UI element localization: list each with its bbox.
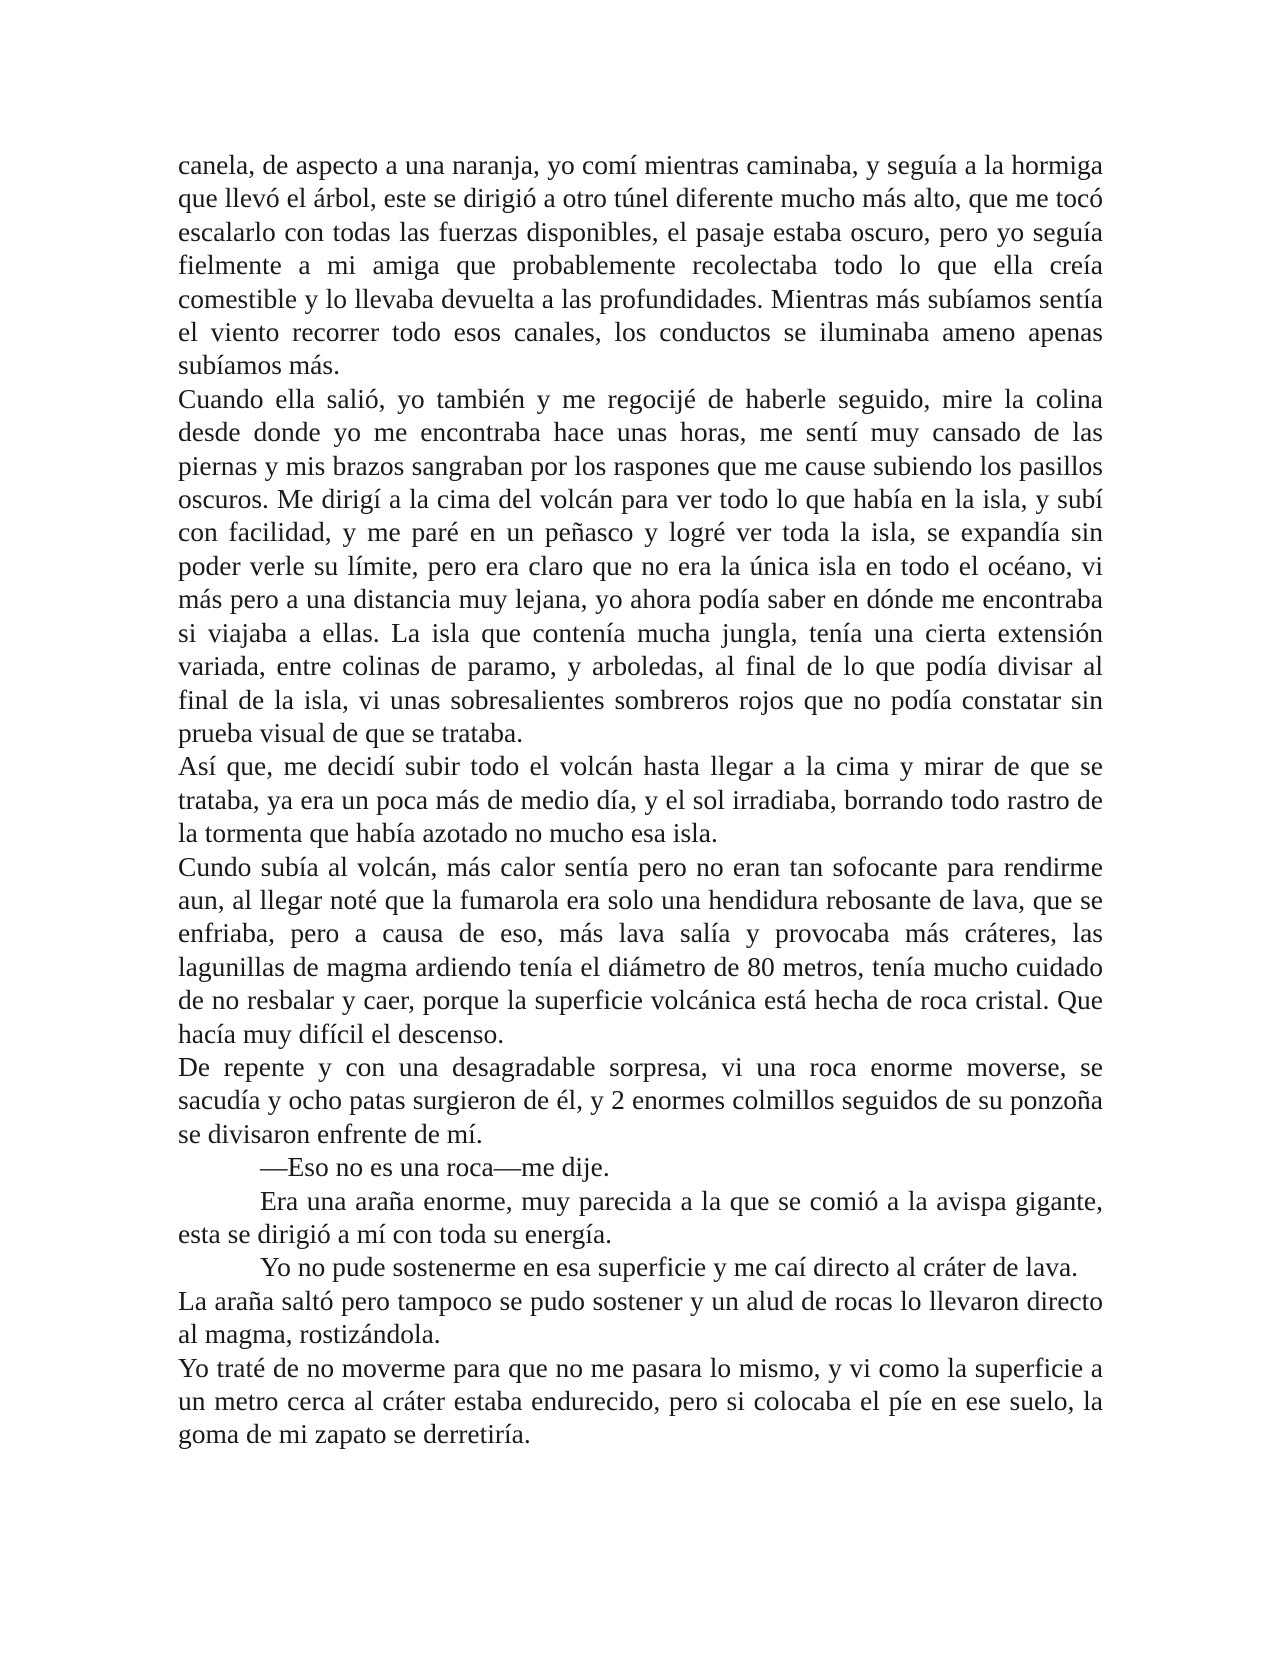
document-page [178,148,1103,1451]
paragraph-2: Cuando ella salió, yo también y me regocijé de haberle seguido, mire la colina desde donde yo me encontraba hace unas horas, me sentí muy cansado de las piernas y mis brazos sangraban por los raspones que me cause subiendo los pasillos oscuros. Me dirigí a la cima del volcán para ver todo lo que había en la isla, y subí con facilidad, y me paré en un peñasco y logré ver toda la isla, se expandía sin poder verle su límite, pero era claro que no era la única isla en todo el océano, vi más pero a una distancia muy lejana, yo ahora podía saber en dónde me encontraba si viajaba a ellas. La isla que contenía mucha jungla, tenía una cierta extensión variada, entre colinas de paramo, y arboledas, al final de lo que podía divisar al final de la isla, vi unas sobresalientes sombreros rojos que no podía constatar sin prueba visual de que se trataba. [178,382,1103,748]
paragraph-8: Yo no pude sostenerme en esa superficie y me caí directo al cráter de lava. [260,1251,1079,1283]
dialogue-line: —Eso no es una roca—me dije. [260,1151,610,1183]
paragraph-10: Yo traté de no moverme para que no me pasara lo mismo, y vi como la superficie a un metro cerca al cráter estaba endurecido, pero si colocaba el píe en ese suelo, la goma de mi zapato se derretiría. [178,1351,1103,1450]
paragraph-1: canela, de aspecto a una naranja, yo comí mientras caminaba, y seguía a la hormiga que llevó el árbol, este se dirigió a otro túnel diferente mucho más alto, que me tocó escalarlo con todas las fuerzas disponibles, el pasaje estaba oscuro, pero yo seguía fielmente a mi amiga que probablemente recolectaba todo lo que ella creía comestible y lo llevaba devuelta a las profundidades. Mientras más subíamos sentía el viento recorrer todo esos canales, los conductos se iluminaba ameno apenas subíamos más. [178,149,1103,381]
paragraph-4: Cundo subía al volcán, más calor sentía pero no eran tan sofocante para rendirme aun, al llegar noté que la fumarola era solo una hendidura rebosante de lava, que se enfriaba, pero a causa de eso, más lava salía y provocaba más cráteres, las lagunillas de magma ardiendo tenía el diámetro de 80 metros, tenía mucho cuidado de no resbalar y caer, porque la superficie volcánica está hecha de roca cristal. Que hacía muy difícil el descenso. [178,850,1103,1049]
paragraph-3: Así que, me decidí subir todo el volcán hasta llegar a la cima y mirar de que se trataba, ya era un poca más de medio día, y el sol irradiaba, borrando todo rastro de la tormenta que había azotado no mucho esa isla. [178,750,1103,849]
paragraph-5: De repente y con una desagradable sorpresa, vi una roca enorme moverse, se sacudía y ocho patas surgieron de él, y 2 enormes colmillos seguidos de su ponzoña se divisaron enfrente de mí. [178,1050,1103,1149]
paragraph-7: Era una araña enorme, muy parecida a la que se comió a la avispa gigante, esta se dirigió a mí con toda su energía. [178,1184,1103,1249]
paragraph-9: La araña saltó pero tampoco se pudo sostener y un alud de rocas lo llevaron directo al magma, rostizándola. [178,1284,1103,1350]
